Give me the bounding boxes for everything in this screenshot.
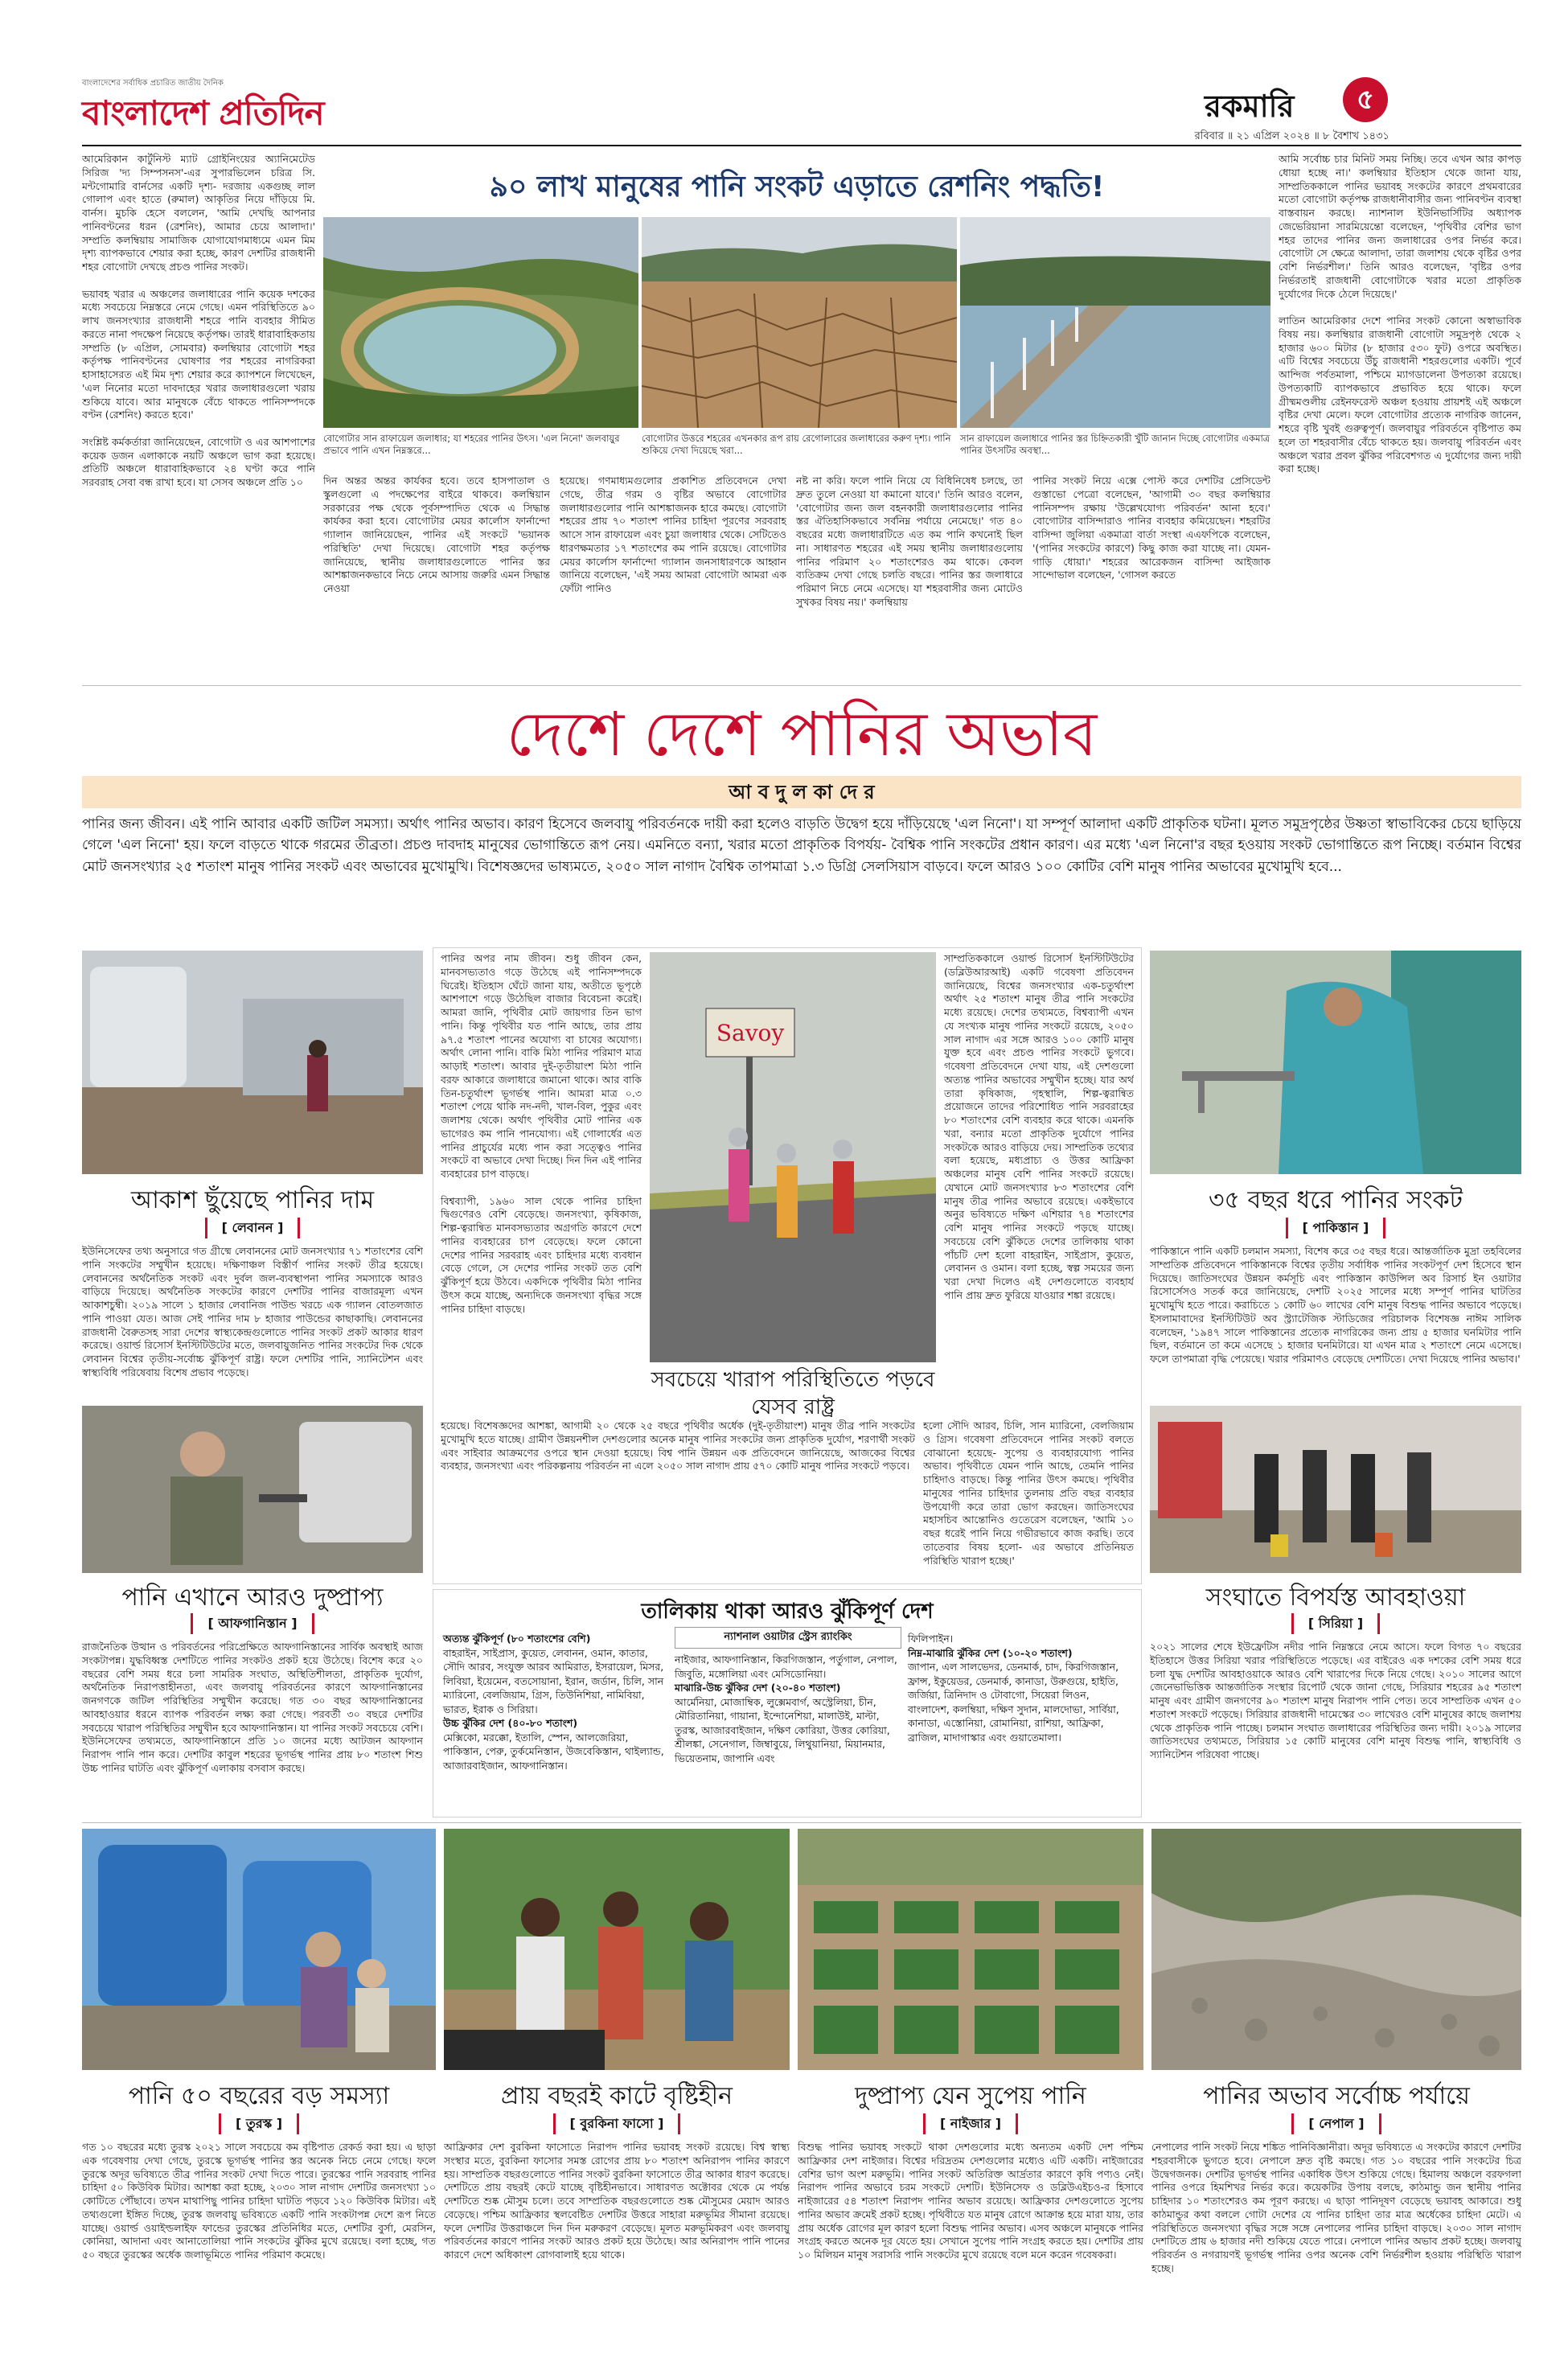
niger-country: [ নাইজার ] xyxy=(923,2113,1018,2134)
photo-turkey xyxy=(82,1829,436,2070)
page-number-badge xyxy=(1343,77,1388,122)
risk-group-low-medium-heading: নিম্ন-মাঝারি ঝুঁকির দেশ (১০-২০ শতাংশ) xyxy=(908,1646,1073,1659)
women-carrying-pots-image xyxy=(650,952,936,1362)
center-column-1: পানির অপর নাম জীবন। শুধু জীবন কেন, মানবসভ্যতাও গড়ে উঠেছে এই পানিসম্পদকে ঘিরেই। ইতিহাস ঘেঁটে জানা যায়, অতীতে ভূপৃষ্ঠে আশপাশে গড়ে উঠেছিল বাজার বিবেচনা করেই। আমরা জানি, পৃথিবীর মোট জায়গার তিন ভাগ পানি। কিন্তু পৃথিবীর যত পানি আছে, তার প্রায় ৯৭.৫ শতাংশ পানের অযোগ্য বা চাষের অযোগ্য। অর্থাৎ লোনা পানি। বাকি মিঠা পানির পরিমাণ মাত্র আড়াই শতাংশ। আবার দুই-তৃতীয়াংশ মিঠা পানি বরফ আকারে জলাধারে জমানো থাকে। আর বাকি তিন-চতুর্থাংশ ভূগর্ভস্থ পানি। আমরা মাত্র ০.৩ শতাংশ পেয়ে থাকি নদ-নদী, খাল-বিল, পুকুর এবং জলাশয় থেকে। অর্থাৎ পৃথিবীর মোট পানির এক ভাগেরও কম পানি পানযোগ্য। এই গোলার্ধের এত পানির প্রাচুর্যের মধ্যে পান করা সত্ত্বেও পানির সংকটে বা অভাবে দেখা দিচ্ছে। দিন দিন এই পানির ব্যবহারের চাপ বাড়ছে। বিশ্বব্যাপী, ১৯৬০ সাল থেকে পানির চাহিদা দ্বিগুণেরও বেশি বেড়েছে। জনসংখ্যা, কৃষিকাজ, শিল্প-ত্বরান্বিত মানবসভ্যতার অগ্রগতি কারণে দেশে পানির ব্যবহারের চাপ বেড়েছে। ফলে কোনো দেশের পানির সরবরাহ এবং চাহিদার মধ্যে ব্যবধান বেড়ে গেলে, সে দেশের পানির সংকট তত বেশি ঝুঁকিপূর্ণ হয়ে উঠবে। একদিকে পৃথিবীর মিঠা পানির উৎস কমে যাচ্ছে, অন্যদিকে জনসংখ্যা বৃদ্ধির সঙ্গে পানির চাহিদা বাড়ছে। xyxy=(441,952,642,1315)
caption-cracked-earth: বোগোটার উত্তরে শহরের এখনকার রূপ রায় রেগোলারের জলাধারের করুণ দৃশ্য। পানি শুকিয়ে দেখা দিয়েছে খরা... xyxy=(642,433,951,456)
syria-country-label xyxy=(1150,1613,1521,1634)
photo-signboard-text: Savoy xyxy=(716,1020,785,1046)
syria-body: ২০২১ সালের শেষে ইউফ্রেটিস নদীর পানি নিম্নস্তরে নেমে আসে। ফলে বিগত ৭০ বছরের ইতিহাসে উত্তর সিরিয়া খরার পরিস্থিতিতে পড়েছে। এর বাইরেও এক দশকের বেশি সময় ধরে চলা যুদ্ধ দেশটির আবহাওয়াকে আরও বেশি খারাপের দিকে নিয়ে গেছে। ২০১০ সালের আগে জেনেভাভিত্তিক আন্তর্জাতিক সংস্থার রিপোর্ট থেকে জানা গেছে, সিরিয়ার শহরের ৯৫ শতাংশ মানুষ এবং গ্রামীণ জনগণের ৯০ শতাংশ মানুষ নিরাপদ পানি পেত। তবে সাম্প্রতিক এখন ৫০ শতাংশ সংকটে পড়েছে। সিরিয়ার রাজধানী দামেস্কের ৩০ লাখেরও বেশি মানুষের কাছে জলাশয় থেকে প্রাকৃতিক পানি পাচ্ছে। চলমান সংঘাত জলাধারের পরিস্থিতির জন্য দায়ী। ২০১৯ সালের জাতিসংঘের তথ্যমতে, সিরিয়ার ১৫ কোটি মানুষের বেশি মানুষ বিশুদ্ধ পানি, স্বাস্থ্যবিধি ও স্যানিটেশন পরিষেবা পাচ্ছে। xyxy=(1150,1641,1521,1760)
story1-left-column: আমেরিকান কার্টুনিস্ট ম্যাট গ্রোইনিংয়ের অ্যানিমেটেড সিরিজ 'দ্য সিম্পসনস'-এর সুপারভিলেন চরিত্র সি. মন্টগোমারি বার্নসের একটি দৃশ্য- দরজায় একগুচ্ছ লাল গোলাপ এবং হাতে (রুমাল) আকৃতির নিয়ে দাঁড়িয়ে মি. বার্নস। মুচকি হেসে বললেন, 'আমি দেখছি আপনার পানিবণ্টনের ধরন (রেশনিং), আমার চেয়ে আলাদা।' সম্প্রতি কলম্বিয়ায় সামাজিক যোগাযোগমাধ্যমে এমন মিম দৃশ্য ব্যাপকভাবে শেয়ার করা হচ্ছে, কারণ দেশটির রাজধানী শহর বোগোটা দেখছে প্রচণ্ড পানির সংকট। ভয়াবহ খরার এ অঞ্চলের জলাধারের পানি কয়েক দশকের মধ্যে সবচেয়ে নিম্নস্তরে নেমে গেছে। এমন পরিস্থিতিতে ৯০ লাখ জনসংখ্যার রাজধানী শহরে পানি ব্যবহার সীমিত করতে নানা পদক্ষেপ নিয়েছে কর্তৃপক্ষ। তারই ধারাবাহিকতায় সম্প্রতি (৮ এপ্রিল, সোমবার) কলম্বিয়ার বোগোটা শহর কর্তৃপক্ষ পানিবণ্টনের ঘোষণার পর শহরের নাগরিকরা হাসাহাসেরত এই মিম দৃশ্য শেয়ার করে ক্যাপশনে লিখেছেন, 'এল নিনোর মতো দাবদাহের খরার জলাধারগুলো খরায় শুকিয়ে যাবে। আর মানুষকে বেঁচে থাকতে পানিসম্পদকে বণ্টন (রেশনিং) করতে হবে।' সংশ্লিষ্ট কর্মকর্তারা জানিয়েছেন, বোগোটা ও এর আশপাশের কয়েক ডজন এলাকাকে নয়টি অঞ্চলে ভাগ করা হয়েছে। প্রতিটি অঞ্চলে ধারাবাহিকভাবে ২৪ ঘণ্টা করে পানি সরবরাহ সেবা বন্ধ রাখা হবে। যা সেসব অঞ্চলে প্রতি ১০ xyxy=(82,153,315,488)
photo-syria xyxy=(1150,1406,1521,1573)
lebanon-body: ইউনিসেফের তথ্য অনুসারে গত গ্রীষ্মে লেবাননের মোট জনসংখ্যার ৭১ শতাংশের বেশি পানি সংকটের সম্মুখীন হয়েছে। দক্ষিণাঞ্চল বিস্তীর্ণ পানির সংকট তীব্র হয়েছে। লেবাননের অর্থনৈতিক সংকট এবং দুর্বল জল-ব্যবস্থাপনা পানির সমস্যাকে আরও বাড়িয়ে দিয়েছে। অর্থনৈতিক সংকটের কারণে দেশটির পানির বাজারমূল্য এখন আকাশচুম্বী। ২০১৯ সালে ১ হাজার লেবানিজ পাউন্ড খরচে এক গ্যালন বোতলজাত পানি পাওয়া যেত। আজ সেই পানির দাম ৮ হাজার পাউন্ডের কাছাকাছি। লেবাননের রাজধানী বৈরুতসহ সারা দেশের স্বাস্থ্যকেন্দ্রগুলোতে পানির সংকট প্রকট আকার ধারণ করেছে। ওয়ার্ল্ড রিসোর্স ইনস্টিটিউটের মতে, জলবায়ুজনিত পানির সংকটের দিক থেকে লেবানন বিশ্বের তৃতীয়-সর্বোচ্চ ঝুঁকিপূর্ণ রাষ্ট্র। ফলে দেশটির পানি, স্যানিটেশন এবং স্বাস্থ্যবিধি পরিষেবায় বিশেষ প্রভাব পড়েছে। xyxy=(82,1245,423,1378)
photo-water-level-posts xyxy=(960,217,1270,428)
masthead-tagline: বাংলাদেশের সর্বাধিক প্রচারিত জাতীয় দৈনিক xyxy=(82,79,224,88)
afghanistan-title[interactable]: পানি এখানে আরও দুষ্প্রাপ্য xyxy=(121,1583,384,1612)
page-section-name: রকমারি xyxy=(1205,88,1295,124)
risk-group-extreme-list: বাহরাইন, সাইপ্রাস, কুয়েত, লেবানন, ওমান, কাতার, সৌদি আরব, সংযুক্ত আরব আমিরাত, ইসরায়েল, মিসর, লিবিয়া, ইয়েমেন, বতসোয়ানা, ইরান, জর্ডান, চিলি, সান ম্যারিনো, বেলজিয়াম, গ্রিস, তিউনিশিয়া, নামিবিয়া, ভারত, ইরাক ও সিরিয়া। xyxy=(443,1646,664,1715)
afghanistan-body: রাজনৈতিক উত্থান ও পরিবর্তনের পরিপ্রেক্ষিতে আফগানিস্তানের সার্বিক অবস্থাই আজ সংকটাপন্ন। যুদ্ধবিধ্বস্ত দেশটিতে পানির সংকটও প্রকট হয়ে উঠেছে। বিশেষ করে ২০ বছরের বেশি সময় ধরে চলা সামরিক সংঘাত, অস্থিতিশীলতা, প্রাকৃতিক দুর্যোগ, অর্থনৈতিক নিরাপত্তাহীনতা, এবং জলবায়ু পরিবর্তনের কারণে আফগানিস্তানের জনগণকে জটিল পরিস্থিতির সম্মুখীন করেছে। গত ৩০ বছর আফগানিস্তানের আবহাওয়ার ধরনে ব্যাপক পরিবর্তন লক্ষ্য করা গেছে। পরবর্তী ৩০ বছরে দেশটির সবচেয়ে খারাপ পরিস্থিতির সম্মুখীন হবে আফগানিস্তান। যা পানির সংকট সবচেয়ে বেশি। ইউনিসেফের তথ্যমতে, আফগানিস্তানে প্রতি ১০ জনের মধ্যে আটজন আফগান নিরাপদ পানি পান করে। দেশটির কাবুল শহরের ভূগর্ভস্থ পানির প্রায় ৮০ শতাংশ শিশু উচ্চ পানির ঘাটতি এবং ঝুঁকিপূর্ণ এলাকায় বসবাস করছে। xyxy=(82,1641,423,1774)
syria-title[interactable]: সংঘাতে বিপর্যস্ত আবহাওয়া xyxy=(1205,1583,1466,1612)
photo-niger xyxy=(798,1829,1143,2070)
feature-lead: পানির জন্য জীবন। এই পানি আবার একটি জটিল সমস্যা। অর্থাৎ পানির অভাব। কারণ হিসেবে জলবায়ু পরিবর্তনকে দায়ী করা হলেও বাড়তি উদ্বেগ হয়ে দাঁড়িয়েছে 'এল নিনো'। যা সম্পূর্ণ আলাদা একটি প্রাকৃতিক ঘটনা। মূলত সমুদ্রপৃষ্ঠের উষ্ণতা স্বাভাবিকের চেয়ে ছাড়িয়ে গেলে 'এল নিনো' হয়। ফলে বাড়তে থাকে গরমের তীব্রতা। প্রচণ্ড দাবদাহ মানুষের ভোগান্তিতে রূপ নেয়। এমনিতে বন্যা, খরার মতো প্রাকৃতিক বিপর্যয়- বৈশ্বিক পানি সংকটের প্রধান কারণ। এর মধ্যে 'এল নিনো'র বছর হওয়ায় সংকট ভোগান্তিতে রূপ নিচ্ছে। বর্তমান বিশ্বের মোট জনসংখ্যার ২৫ শতাংশ মানুষ পানির সংকট এবং অভাবের মুখোমুখি। বিশেষজ্ঞদের ভাষ্যমতে, ২০৫০ সাল নাগাদ বৈশ্বিক তাপমাত্রা ১.৩ ডিগ্রি সেলসিয়াস বাড়বে। ফলে আরও ১০০ কোটির বেশি মানুষ পানির অভাবের মুখোমুখি হবে... xyxy=(82,816,1521,875)
water-level-posts-image xyxy=(960,217,1270,428)
caption-reservoir-aerial: বোগোটার সান রাফায়েল জলাধার; যা শহরের পানির উৎস। 'এল নিনো' জলবায়ুর প্রভাবে পানি এখন নিম্নস্তরে... xyxy=(323,433,620,456)
nepal-country: [ নেপাল ] xyxy=(1291,2113,1381,2134)
risk-group-high-heading: উচ্চ ঝুঁকির দেশ (৪০-৮০ শতাংশ) xyxy=(443,1717,578,1729)
risk-group-right xyxy=(908,1632,1133,1744)
photo-cracked-earth xyxy=(642,217,957,428)
feature-byline: আ ব দু ল কা দে র xyxy=(729,781,875,803)
turkey-country: [ তুরস্ক ] xyxy=(219,2113,299,2134)
risk-group-medium-high-list-cont: ফিলিপাইন। xyxy=(908,1633,954,1645)
story1-headline[interactable]: ৯০ লাখ মানুষের পানি সংকট এড়াতে রেশনিং পদ্ধতি! xyxy=(489,170,1105,203)
niger-country-label xyxy=(798,2113,1143,2134)
center-overflow-right: হলো সৌদি আরব, চিলি, সান ম্যারিনো, বেলজিয়াম ও গ্রিস। গবেষণা প্রতিবেদনে পানির সংকট বলতে বোঝানো হয়েছে- সুপেয় ও ব্যবহারযোগ্য পানির অভাব। পৃথিবীতে যেমন পানি আছে, তেমনি পানির চাহিদাও বাড়ছে। কিন্তু পানির উৎস কমছে। পৃথিবীর মানুষের পানির চাহিদার তুলনায় প্রতি বছর ব্যবহার উপযোগী করে তারা ভোগ করছেন। জাতিসংঘের মহাসচিব আন্তোনিও গুতেরেস বলেছেন, 'আমি ১০ বছর ধরেই পানি নিয়ে গভীরভাবে কাজ করছি। তবে তাতেবার বিষয় হলো- এর অভাবে প্রতিনিয়ত পরিস্থিতি খারাপ হচ্ছে।' xyxy=(923,1419,1134,1567)
center-overflow-left: হয়েছে। বিশেষজ্ঞদের আশঙ্কা, আগামী ২০ থেকে ২৫ বছরে পৃথিবীর অর্ধেক (দুই-তৃতীয়াংশ) মানুষ তীব্র পানি সংকটের মুখোমুখি হতে যাচ্ছে। গ্রামীণ উন্নয়নশীল দেশগুলোর অনেক মানুষ পানির সংকটের জন্য প্রাকৃতিক দুর্যোগ, শরণার্থী সংকট এবং সাইবার আক্রমণের ওপরে স্থান দেওয়া হয়েছে। বিশ্ব পানি উন্নয়ন এক প্রতিবেদনে জানিয়েছে, আজকের বিশ্বের ব্যবহার, জনসংখ্যা এবং পরিকল্পনায় পরিবর্তন না এলে ২০৫০ সাল নাগাদ প্রায় ৫৭০ কোটি মানুষ পানির সংকটে পড়বে। xyxy=(441,1419,915,1472)
caption-water-level-posts: সান রাফায়েল জলাধারে পানির স্তর চিহ্নিতকারী খুঁটি জানান দিচ্ছে বোগোটার একমাত্র পানির উৎসটির অবস্থা... xyxy=(960,433,1270,456)
pakistan-country: [ পাকিস্তান ] xyxy=(1286,1218,1386,1238)
story1-column-4: নষ্ট না করি। ফলে পানি নিয়ে যে বিধিনিষেধ চলছে, তা দ্রুত তুলে নেওয়া যা কমানো যাবে।' তিনি আরও বলেন, 'বোগোটার জন্য জল বহনকারী জলাধারগুলোর পানির স্তর ঐতিহাসিকভাবে সর্বনিম্ন পর্যায়ে নেমেছে।' গত ৪০ বছরের মধ্যে জলাধারটিতে এত কম পানি কখনোই ছিল না। সাধারণত শহরের এই সময় স্থানীয় জলাধারগুলোয় পানির পরিমাণ ২০ শতাংশেরও কম থাকে। কেবল ব্যতিক্রম দেখা গেছে চলতি বছরে। পানির স্তর জলাধারে পরিমাণ নিচে নেমে এসেছে। যা শহরবাসীর জন্য মোটেও সুখকর বিষয় নয়।' কলম্বিয়ায় xyxy=(796,474,1023,608)
turkey-title[interactable]: পানি ৫০ বছরের বড় সমস্যা xyxy=(128,2082,390,2110)
nepal-body: নেপালের পানি সংকট নিয়ে শঙ্কিত পানিবিজ্ঞানীরা। অদূর ভবিষ্যতে এ সংকটের কারণে দেশটির শহরবাসীকে ভুগতে হবে। নেপালে দ্রুত বৃষ্টি কমছে। গত ১০ বছরের পানি সংকটের চিত্র উদ্বেগজনক। দেশটির ভূগর্ভস্থ পানির একাধিক উৎস শুকিয়ে গেছে। হিমালয় অঞ্চলে বরফগলা পানির ওপরে হিমশিখর নির্ভর করে। কয়েকটির উপায় বলছে, কাঠমান্ডু জন স্থানীয় পানির চাহিদার ১০ শতাংশেরও কম পূরণ করছে। এ ছাড়া পানিদূষণ বেড়েছে ভয়াবহ আকারে। শুধু কাঠমান্ডুর কথা বললে গোটা দেশের যে পানির চাহিদা তার মাত্র অর্ধেকের চাহিদা মেটে। এ পরিস্থিতিতে জনসংখ্যা বৃদ্ধির সঙ্গে সঙ্গে নেপালের পানির চাহিদা বাড়ছে। ২০৩০ সাল নাগাদ দেশটিতে প্রায় ৬ হাজার নদী শুকিয়ে যেতে পারে। নেপালে পানির অভাব প্রকট হচ্ছে। জলবায়ু পরিবর্তন ও নগরায়ণই ভূগর্ভস্থ পানির ওপর অনেক বেশি নির্ভরশীল হওয়ায় পরিস্থিতি খারাপ হচ্ছে। xyxy=(1151,2141,1521,2274)
risk-group-medium-high-heading: মাঝারি-উচ্চ ঝুঁকির দেশ (২০-৪০ শতাংশ) xyxy=(675,1682,841,1694)
turkey-body: গত ১০ বছরের মধ্যে তুরস্ক ২০২১ সালে সবচেয়ে কম বৃষ্টিপাত রেকর্ড করা হয়। এ ছাড়া এক গবেষণায় দেখা গেছে, তুরস্কে ভূগর্ভস্থ পানির স্তর অনেক নিচে নেমে গেছে। ফলে তুরস্কে অদূর ভবিষ্যতে তীব্র পানির সংকট দেখা দিতে পারে। তুরস্কের পানি সরবরাহ পানির চাহিদা ৫০ কিউবিক মিটার। আশঙ্কা করা হচ্ছে, ২০৩০ সাল নাগাদ দেশটির জনসংখ্যা ১০ কোটিতে পৌঁছাবে। তখন মাথাপিছু পানির চাহিদা ঘাটতি পড়বে ১২০ কিউবিক মিটার। এই তথ্যগুলো ইঙ্গিত দিচ্ছে, তুরস্ক জলবায়ু ভবিষ্যতে একটি পানি সংকটাপন্ন দেশে রূপ নিতে যাচ্ছে। ওয়ার্ল্ড ওয়াইল্ডলাইফ ফান্ডের তুরস্কের প্রতিনিধির মতে, দেশটির বুর্সা, মেরসিন, কোনিয়া, আদানা এবং আনাতোলিয়া পানি সংকটের ঝুঁকির মুখে রয়েছে। বলা হচ্ছে, গত ৫০ বছরে তুরস্কের অর্ধেক জলাভূমিতে পানির পরিমাণ কমেছে। xyxy=(82,2141,436,2261)
photo-lebanon xyxy=(82,951,423,1174)
afghanistan-boy-tap-image xyxy=(82,1406,423,1573)
bottom-divider xyxy=(82,1822,1521,1823)
center-column-2: সাম্প্রতিককালে ওয়ার্ল্ড রিসোর্স ইনস্টিটিউটের (ডব্লিউআরআই) একটি গবেষণা প্রতিবেদন জানিয়েছে, বিশ্বের জনসংখ্যার এক-চতুর্থাংশ অর্থাৎ ২৫ শতাংশ মানুষ তীব্র পানি সংকটের মধ্যে রয়েছে। দেশের তথ্যমতে, বিশ্বব্যাপী এখন যে সংখ্যক মানুষ পানির সংকটে রয়েছে, ২০৫০ সাল নাগাদ এর সঙ্গে আরও ১০০ কোটি মানুষ যুক্ত হবে এবং প্রচণ্ড পানির সংকটে ভুগবে। গবেষণা প্রতিবেদনে দেখা যায়, এই দেশগুলো অত্যন্ত পানির অভাবের সম্মুখীন হচ্ছে। যার অর্থ তারা কৃষিকাজ, গৃহস্থালি, শিল্প-ত্বরান্বিত প্রয়োজনে তাদের পরিশোধিত পানি সরবরাহের ৮০ শতাংশের বেশি ব্যবহার করে থাকে। এমনকি খরা, বন্যার মতো প্রাকৃতিক দুর্যোগে পানির সংকটকে আরও বাড়িয়ে দেয়। সাম্প্রতিক তথ্যের বলা হয়েছে, মধ্যপ্রাচ্য ও উত্তর আফ্রিকা অঞ্চলের মানুষ বেশি পানির সংকটে রয়েছে। যেখানে মোট জনসংখ্যার ৮৩ শতাংশের বেশি মানুষ তীব্র পানির অভাবে রয়েছে। একইভাবে অনুর ভবিষ্যতে দক্ষিণ এশিয়ার ৭৪ শতাংশের বেশি মানুষ পানির সংকটে পড়ছে যাচ্ছে। সবচেয়ে বেশি ঝুঁকিতে দেশের তালিকায় থাকা পাঁচটি দেশ হলো বাহরাইন, সাইপ্রাস, কুয়েত, লেবানন ও ওমান। বলা হচ্ছে, স্বল্প সময়ের জন্য খরা দেখা দিলেও এই দেশগুলোতে ব্যবহার্য পানি প্রায় দ্রুত ফুরিয়ে যাওয়ার শঙ্কা রয়েছে। xyxy=(944,952,1134,1301)
photo-reservoir-aerial xyxy=(323,217,638,428)
afghanistan-country: [ আফগানিস্তান ] xyxy=(191,1613,314,1634)
photo-women-water-pots xyxy=(650,952,936,1362)
niger-title[interactable]: দুষ্প্রাপ্য যেন সুপেয় পানি xyxy=(855,2082,1086,2110)
story1-right-column: আমি সর্বোচ্চ চার মিনিট সময় নিচ্ছি। তবে এখন আর কাপড় ধোয়া হচ্ছে না।' কলম্বিয়ার ইতিহাস থেকে জানা যায়, সাম্প্রতিককালে পানির ভয়াবহ সংকটের কারণে প্রথমবারের মতো বোগোটা কর্তৃপক্ষ রাজধানীবাসীর জন্য পানিবণ্টন ব্যবস্থা বাস্তবায়ন করছে। ন্যাশনাল ইউনিভার্সিটির অধ্যাপক জেভেরিয়ানা সারমিয়েন্তো বলেছেন, 'পৃথিবীর বেশির ভাগ শহর তাদের পানির জন্য জলাধারের ওপর নির্ভর করে। বোগোটা সে ক্ষেত্রে আলাদা, তারা জলাশয় থেকে বৃষ্টির ওপর বেশি নির্ভরশীল।' তিনি আরও বলেছেন, 'বৃষ্টির ওপর নির্ভরতাই রাজধানী বোগোটাকে খরার মতো প্রাকৃতিক দুর্যোগের দিকে ঠেলে দিয়েছে।' লাতিন আমেরিকার দেশে পানির সংকট কোনো অস্বাভাবিক বিষয় নয়। কলম্বিয়ার রাজধানী বোগোটা সমুদ্রপৃষ্ঠ থেকে ২ হাজার ৬০০ মিটার (৮ হাজার ৫৩০ ফুট) ওপরে অবস্থিত। এটি বিশ্বের সবচেয়ে উঁচু রাজধানী শহরগুলোর একটি। পূর্বে আন্দিজ পর্বতমালা, পশ্চিমে ম্যাগডালেনা উপত্যকা রয়েছে। উপত্যকাটি ব্যাপকভাবে প্রভাবিত হয়ে থাকে। ফলে গ্রীষ্মমণ্ডলীয় রেইনফরেস্ট অঞ্চল হওয়ায় প্রায়শই এই অঞ্চলে বৃষ্টির দেখা মেলে। ফলে বোগোটার প্রত্যেক নাগরিক জানেন, শহরে বৃষ্টি খুবই গুরুত্বপূর্ণ। জলবায়ুর পরিবর্তনে বৃষ্টিপাত কম হলে তা শহরবাসীর বেঁচে থাকতে হয়। জলবায়ু পরিবর্তন এবং অঞ্চলে খরার প্রবল ঝুঁকির পরিবেশগত এ দুর্যোগের জন্য দায়ী করা হচ্ছে। xyxy=(1279,153,1521,475)
feature-headline[interactable]: দেশে দেশে পানির অভাব xyxy=(506,698,1098,770)
issue-date: রবিবার ॥ ২১ এপ্রিল ২০২৪ ॥ ৮ বৈশাখ ১৪৩১ xyxy=(1194,130,1389,142)
afghanistan-country-label xyxy=(82,1613,423,1634)
section-divider xyxy=(82,685,1521,686)
nepal-title[interactable]: পানির অভাব সর্বোচ্চ পর্যায়ে xyxy=(1203,2082,1470,2110)
syria-country: [ সিরিয়া ] xyxy=(1291,1613,1380,1634)
burkina-body: আফ্রিকার দেশ বুরকিনা ফাসোতে নিরাপদ পানির ভয়াবহ সংকট রয়েছে। বিশ্ব স্বাস্থ্য সংস্থার মতে, বুরকিনা ফাসোর সমস্ত রোগের প্রায় ৮০ শতাংশ অনিরাপদ পানির কারণে হয়। সাম্প্রতিক বছরগুলোতে পানির সংকট বুরকিনা ফাসোতে তীব্র আকার ধারণ করেছে। দেশটিতে প্রায় বছরই কেটে যাচ্ছে বৃষ্টিহীনভাবে। সাধারণত অক্টোবর থেকে মে পর্যন্ত দেশটিতে শুষ্ক মৌসুম চলে। তবে সাম্প্রতিক বছরগুলোতে শুষ্ক মৌসুমের মেয়াদ আরও বেড়েছে। পশ্চিম আফ্রিকার স্থলবেষ্টিত দেশটির উত্তরে সাহারা মরুভূমির সীমানা রয়েছে। ফলে দেশটির উত্তরাঞ্চলে দিন দিন মরুকরণ বেড়েছে। মূলত মরুভূমিকরণ এবং জলবায়ু পরিবর্তনের কারণে পানির সংকট আরও প্রকট হয়ে উঠেছে। আর অনিরাপদ পানি পানের কারণে দেশে অধিকাংশ রোগবালাই হয়ে থাকে। xyxy=(444,2141,790,2261)
risk-group-extreme-heading: অত্যন্ত ঝুঁকিপূর্ণ (৮০ শতাংশের বেশি) xyxy=(443,1633,591,1645)
photo-afghanistan xyxy=(82,1406,423,1573)
syria-women-jerrycans-image xyxy=(1150,1406,1521,1573)
photo-nepal xyxy=(1151,1829,1521,2070)
burkina-country: [ বুরকিনা ফাসো ] xyxy=(553,2113,681,2134)
center-photo-caption: সবচেয়ে খারাপ পরিস্থিতিতে পড়বে যেসব রাষ্ট্র xyxy=(651,1368,935,1419)
risk-table xyxy=(433,1589,1142,1817)
lebanon-girl-tank-image xyxy=(82,951,423,1174)
pakistan-country-label xyxy=(1150,1218,1521,1238)
photo-burkina xyxy=(444,1829,790,2070)
lebanon-country-label xyxy=(82,1218,423,1238)
lebanon-title[interactable]: আকাশ ছুঁয়েছে পানির দাম xyxy=(130,1186,375,1214)
niger-farm-plots-image xyxy=(798,1829,1143,2070)
risk-group-middle xyxy=(675,1653,900,1765)
niger-body: বিশুদ্ধ পানির ভয়াবহ সংকটে থাকা দেশগুলোর মধ্যে অন্যতম একটি দেশ পশ্চিম আফ্রিকার দেশ নাইজার। বিশ্বের দরিদ্রতম দেশগুলোর মধ্যেও এটি একটি। নাইজারের বেশির ভাগ অংশ মরুভূমি। পানির সংকট অতিরিক্ত আর্দ্রতার কারণে কৃষি পণ্যও নেই। নিরাপদ পানির অভাবে চরম সংকটে দেশটি। ইউনিসেফ ও ডব্লিউএইচও-র হিসাবে নাইজারের ৫৪ শতাংশ নিরাপদ পানির অভাব রয়েছে। আফ্রিকার দেশগুলোতে সুপেয় পানির অভাব ক্রমেই প্রকট হচ্ছে। পৃথিবীতে যত মানুষ রোগে আক্রান্ত হয়ে মারা যায়, তার প্রায় অর্ধেক রোগের মূল কারণ হলো বিশুদ্ধ পানির অভাব। এসব অঞ্চলে মানুষকে পানির সংগ্রহ করতে অনেক দূর যেতে হয়। সেখানে সুপেয় পানি সংগ্রহ করতে হয়। দেশটির প্রায় ১০ মিলিয়ন মানুষ সরাসরি পানি সংকটের মুখে রয়েছে বলে মনে করেন গবেষকরা। xyxy=(798,2141,1143,2261)
risk-group-low-medium-list: জাপান, এল সালভেদর, ডেনমার্ক, চাদ, কিরগিজস্তান, ফ্রান্স, ইকুয়েডর, ডেনমার্ক, কানাডা, উরুগুয়ে, হাইতি, জর্জিয়া, ত্রিনিদাদ ও টোবাগো, সিয়েরা লিওন, বাংলাদেশ, কলম্বিয়া, দক্ষিণ সুদান, মালদোভা, সার্বিয়া, কানাডা, এস্তোনিয়া, রোমানিয়া, রাশিয়া, আফ্রিকা, ব্রাজিল, মাদাগাস্কার এবং গুয়াতেমালা। xyxy=(908,1661,1119,1744)
risk-group-extreme xyxy=(443,1632,668,1772)
burkina-country-label xyxy=(444,2113,790,2134)
risk-group-medium-high-list: আর্মেনিয়া, মোজাম্বিক, লুক্সেমবার্গ, অস্ট্রেলিয়া, চীন, মৌরিতানিয়া, গায়ানা, ইন্দোনেশিয়া, মালাউই, মাল্টা, তুরস্ক, আজারবাইজান, দক্ষিণ কোরিয়া, উত্তর কোরিয়া, শ্রীলঙ্কা, সেনেগাল, জিম্বাবুয়ে, লিথুয়ানিয়া, মিয়ানমার, ভিয়েতনাম, জাপানি এবং xyxy=(675,1695,890,1764)
risk-group-high-list-cont: নাইজার, আফগানিস্তান, কিরগিজস্তান, পর্তুগাল, নেপাল, জিবুতি, মঙ্গোলিয়া এবং মেসিডোনিয়া। xyxy=(675,1653,897,1680)
cracked-earth-image xyxy=(642,217,957,428)
story1-column-3: হয়েছে। গণমাধ্যমগুলোর প্রকাশিত প্রতিবেদনে দেখা গেছে, তীব্র গরম ও বৃষ্টির অভাবে বোগোটার জলাধারগুলোর পানি আশঙ্কাজনক হারে কমছে। বোগোটা শহরের প্রায় ৭০ শতাংশ পানির চাহিদা পূরণের সরবরাহ আসে সান রাফায়েল এবং চুয়া জলাধার থেকে। সেটিতেও ধারণক্ষমতার ১৭ শতাংশের কম পানি রয়েছে। বোগোটার মেয়র কার্লোস ফার্নান্দো গ্যালান জনসাধারণকে আহ্বান জানিয়ে বলেছেন, 'এই সময় আমরা বোগোটা আমরা এক ফোঁটা পানিও xyxy=(560,474,786,594)
newspaper-logo[interactable]: বাংলাদেশ প্রতিদিন xyxy=(82,93,324,133)
nepal-dry-riverbed-image xyxy=(1151,1829,1521,2070)
pakistan-woman-tap-image xyxy=(1150,951,1521,1174)
risk-table-title: তালিকায় থাকা আরও ঝুঁকিপূর্ণ দেশ xyxy=(641,1600,934,1624)
risk-table-source: ন্যাশনাল ওয়াটার স্ট্রেস র‌্যাংকিং xyxy=(675,1627,901,1649)
nepal-country-label xyxy=(1151,2113,1521,2134)
page-number: ৫ xyxy=(1356,84,1375,116)
turkey-country-label xyxy=(82,2113,436,2134)
reservoir-aerial-image xyxy=(323,217,638,428)
masthead-rule xyxy=(82,145,1521,146)
pakistan-body: পাকিস্তানে পানি একটি চলমান সমস্যা, বিশেষ করে ৩৫ বছর ধরে। আন্তর্জাতিক মুদ্রা তহবিলের সাম্প্রতিক প্রতিবেদনে পাকিস্তানকে বিশ্বের তৃতীয় সর্বাধিক পানির সংকটপূর্ণ দেশ হিসেবে স্থান দিয়েছে। জাতিসংঘের উন্নয়ন কর্মসূচি এবং পাকিস্তান কাউন্সিল অব রিসার্চ ইন ওয়াটার রিসোর্সেসও সতর্ক করে জানিয়েছে, দেশটি ২০২৫ সালের মধ্যে সম্পূর্ণ পানির ঘাটতির মুখোমুখি হতে পারে। করাচিতে ১ কোটি ৬০ লাখের বেশি মানুষ বিশুদ্ধ পানির অভাবে পড়েছে। ইসলামাবাদের ইনস্টিটিউট অব স্ট্র্যাটেজিক স্টাডিজের পরিচালক বিশেষজ্ঞ নাঈম সালিক বলেছেন, '১৯৪৭ সালে পাকিস্তানের প্রত্যেক নাগরিকের জন্য প্রায় ৫ হাজার ঘনমিটার পানি ছিল, বর্তমানে তা কমে এসেছে ১ হাজার ঘনমিটারে। যা এখন মাত্র ২ শতাংশে নেমে এসেছে। ফলে তাপমাত্রা বৃদ্ধি পেয়েছে। খরার পরিমাণও বেড়েছে দেশটিতে। দেখা দিয়েছে পানির অভাব।' xyxy=(1150,1245,1521,1365)
pakistan-title[interactable]: ৩৫ বছর ধরে পানির সংকট xyxy=(1209,1186,1463,1214)
photo-pakistan xyxy=(1150,951,1521,1174)
turkey-water-tanks-image xyxy=(82,1829,436,2070)
lebanon-country: [ লেবানন ] xyxy=(205,1218,301,1238)
risk-group-high-list: মেক্সিকো, মরক্কো, ইতালি, স্পেন, আলজেরিয়া, পাকিস্তান, পেরু, তুর্কমেনিস্তান, উজবেকিস্তান, থাইল্যান্ড, আজারবাইজান, আফগানিস্তান। xyxy=(443,1731,664,1772)
story1-column-2: দিন অন্তর অন্তর কার্যকর হবে। তবে হাসপাতাল ও স্কুলগুলো এ পদক্ষেপের বাইরে থাকবে। কলম্বিয়ান সরকারের পক্ষ থেকে পূর্বসম্পাদিত থেকে এ সিদ্ধান্ত কার্যকর করা হবে। বোগোটার মেয়র কার্লোস ফার্নান্দো গ্যালান জানিয়েছেন, পানির এই সংকটে 'ভয়ানক পরিস্থিতি' দেখা দিয়েছে। বোগোটা শহর কর্তৃপক্ষ জানিয়েছে, স্থানীয় জলাধারগুলোতে পানির স্তর আশঙ্কাজনকভাবে নিচে নেমে আসায় জরুরি এমন সিদ্ধান্ত নেওয়া xyxy=(323,474,550,594)
burkina-title[interactable]: প্রায় বছরই কাটে বৃষ্টিহীন xyxy=(501,2082,733,2110)
burkina-crowd-image xyxy=(444,1829,790,2070)
byline-band xyxy=(82,776,1521,808)
story1-column-5: পানির সংকট নিয়ে এক্সে পোস্ট করে দেশটির প্রেসিডেন্ট গুস্তাভো পেত্রো বলেছেন, 'আগামী ৩০ বছর কলম্বিয়ার পানিসম্পদ রক্ষায় 'উল্লেখযোগ্য পরিবর্তন' আনা হবে।' বোগোটার বাসিন্দারাও পানির ব্যবহার কমিয়েছেন। শহরটির বাসিন্দা জুলিয়া একমাত্রা বার্তা সংস্থা এএফপিকে বলেছেন, '(পানির সংকটের কারণে) কিছু কাজ করা যাচ্ছে না। যেমন- গাড়ি ধোয়া।' শহরের আরেকজন বাসিন্দা আইজাক সান্দোভাল বলেছেন, 'গোসল করতে xyxy=(1032,474,1270,581)
